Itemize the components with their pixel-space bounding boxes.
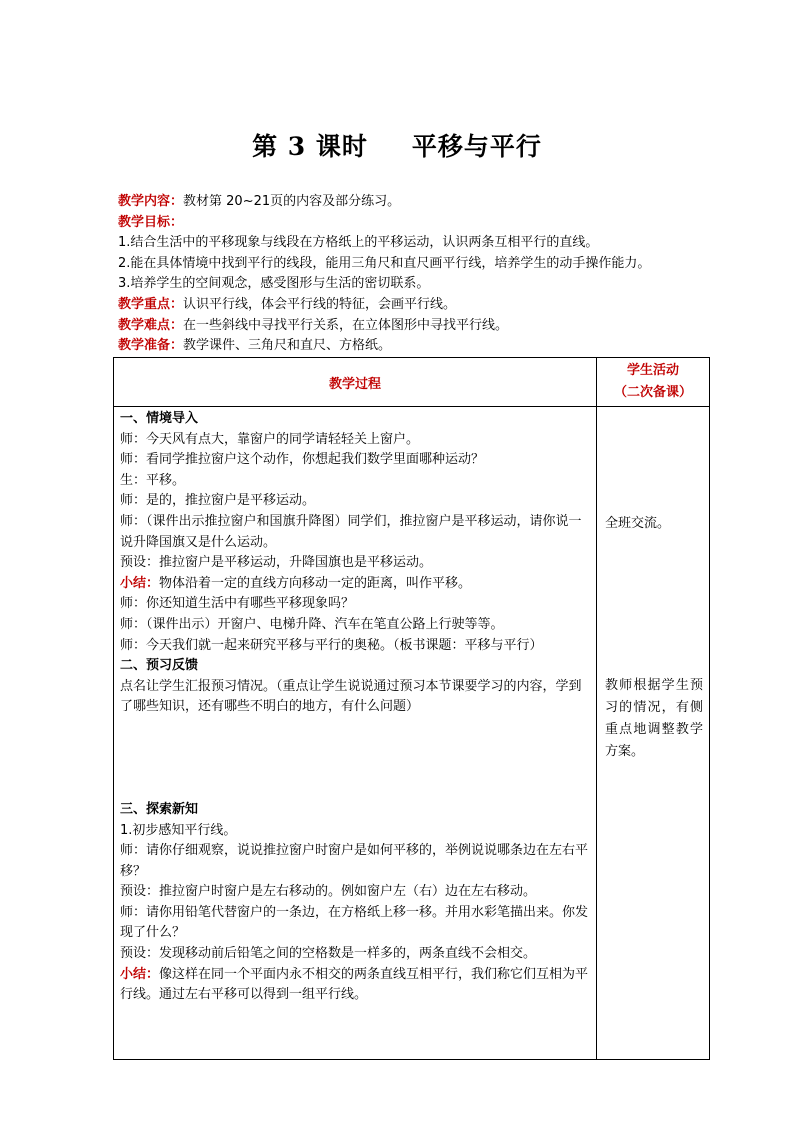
lesson-info: [118, 192, 678, 357]
activity-cell: [597, 407, 710, 1060]
table-row: 师：看同学推拉窗户这个动作，你想起我们数学里面哪种运动？: [120, 452, 485, 468]
section-heading: 三、探索新知: [120, 801, 199, 817]
table-row: 师：（课件出示）开窗户、电梯升降、汽车在笔直公路上行驶等等。: [120, 616, 504, 632]
table-row: 1.初步感知平行线。: [120, 822, 237, 838]
table-row: 师：（课件出示推拉窗户和国旗升降图）同学们，推拉窗户是平移运动，请你说一说升降国旗又是什么运动。: [120, 513, 582, 550]
table-header-row: [114, 358, 710, 407]
header-activity: 学生活动 （二次备课）: [597, 358, 710, 407]
table-row: 预设：推拉窗户是平移运动，升降国旗也是平移运动。: [120, 555, 433, 571]
table-row: 点名让学生汇报预习情况。（重点让学生说说通过预习本节课要学习的内容，学到了哪些知识，还有哪些不明白的地方，有什么问题）: [120, 678, 582, 715]
table-row: 预设：发现移动前后铅笔之间的空格数是一样多的，两条直线不会相交。: [120, 946, 537, 962]
objective-1: 1.结合生活中的平移现象与线段在方格纸上的平移运动，认识两条互相平行的直线。: [118, 235, 599, 251]
info-difficulties: 教学难点：在一些斜线中寻找平行关系，在立体图形中寻找平行线。: [118, 317, 509, 333]
objective-3: 3.培养学生的空间观念，感受图形与生活的密切联系。: [118, 276, 430, 292]
table-row: 师：你还知道生活中有哪些平移现象吗？: [120, 596, 355, 612]
table-row: 师：今天风有点大，靠窗户的同学请轻轻关上窗户。: [120, 431, 420, 447]
section-heading: 二、预习反馈: [120, 658, 199, 674]
header-process: 教学过程: [114, 358, 597, 407]
section-heading: 一、情境导入: [120, 411, 199, 426]
activity-note-2: 教师根据学生预习的情况，有侧重点地调整教学方案。: [605, 678, 703, 759]
lesson-table: [113, 357, 710, 1060]
info-content: 教学内容：教材第 20~21页的内容及部分练习。: [118, 194, 401, 209]
process-cell: [114, 407, 597, 1060]
objective-2: 2.能在具体情境中找到平行的线段，能用三角尺和直尺画平行线，培养学生的动手操作能力。: [118, 255, 651, 271]
summary-row: 小结：物体沿着一定的直线方向移动一定的距离，叫作平移。: [120, 575, 472, 591]
table-row: 师：今天我们就一起来研究平移与平行的奥秘。（板书课题：平移与平行）: [120, 637, 543, 653]
table-row: 师：是的，推拉窗户是平移运动。: [120, 493, 316, 509]
info-objectives: 教学目标：: [118, 214, 184, 230]
table-row: 师：请你仔细观察，说说推拉窗户时窗户是如何平移的，举例说说哪条边在左右平移？: [120, 843, 589, 879]
table-body-row: [114, 407, 710, 1060]
lesson-topic: 平移与平行: [411, 132, 542, 161]
info-preparation: 教学准备：教学课件、三角尺和直尺、方格纸。: [118, 338, 392, 354]
summary-row: 小结：像这样在同一个平面内永不相交的两条直线互相平行，我们称它们互相为平行线。通过左右平移可以得到一组平行线。: [120, 966, 589, 1003]
page-title: [0, 127, 794, 163]
activity-note-1: 全班交流。: [605, 516, 671, 531]
table-row: 预设：推拉窗户时窗户是左右移动的。例如窗户左（右）边在左右移动。: [120, 884, 537, 900]
info-key-points: 教学重点：认识平行线，体会平行线的特征，会画平行线。: [118, 296, 457, 312]
table-row: 生：平移。: [120, 472, 186, 488]
table-row: 师：请你用铅笔代替窗户的一条边，在方格纸上移一移。并用水彩笔描出来。你发现了什么？: [120, 904, 589, 941]
lesson-number: 第 3 课时: [252, 132, 368, 161]
